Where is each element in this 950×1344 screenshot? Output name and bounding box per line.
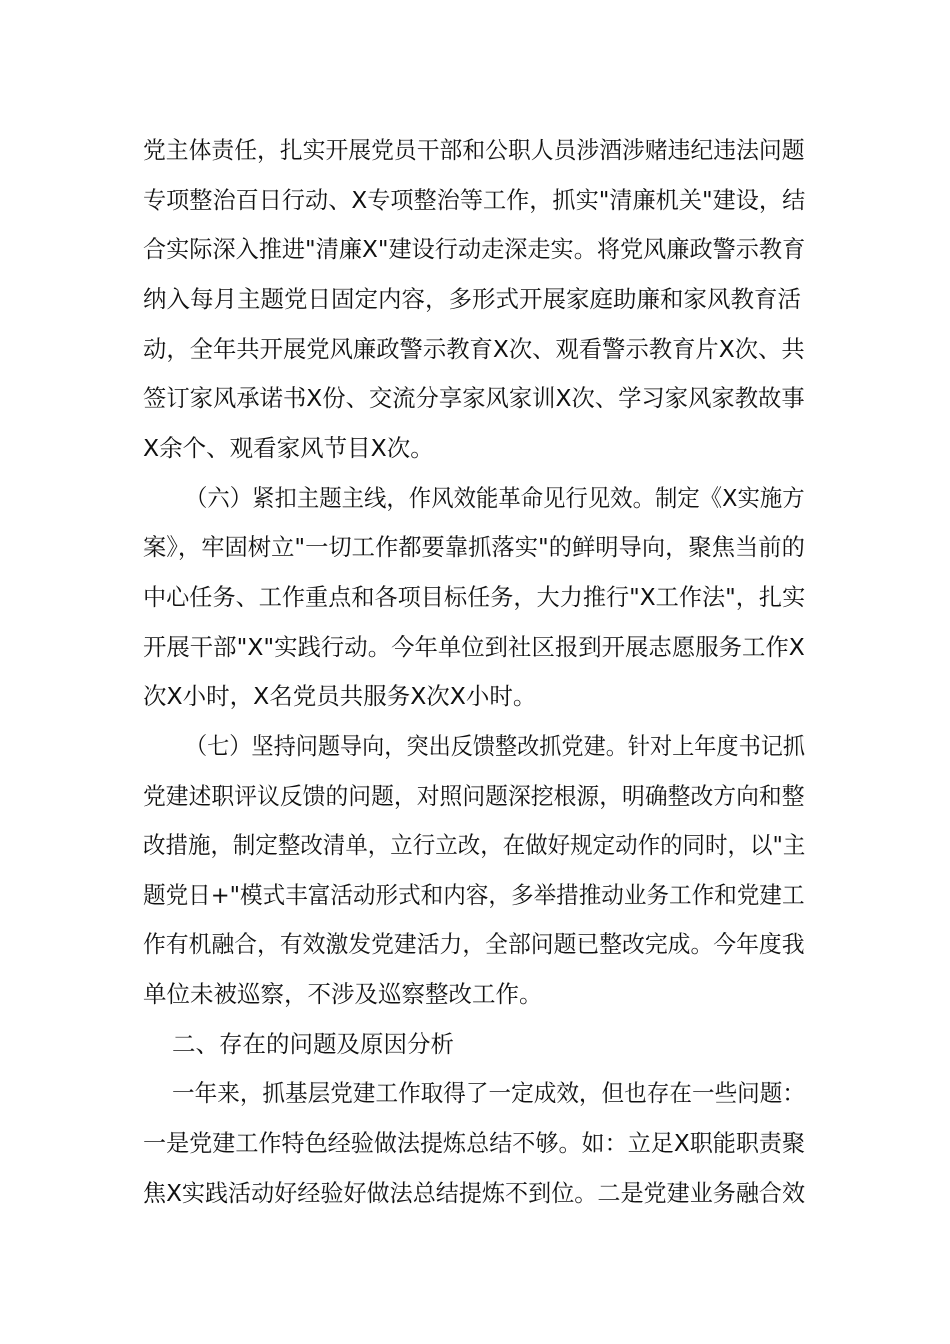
paragraph-start-line: （七）坚持问题导向，突出反馈整改抓党建。针对上年度书记抓: [185, 732, 805, 760]
text-line: 签订家风承诺书X份、交流分享家风家训X次、学习家风家教故事: [143, 384, 805, 412]
text-line: 一是党建工作特色经验做法提炼总结不够。如：立足X职能职责聚: [143, 1129, 806, 1157]
text-line: 单位未被巡察，不涉及巡察整改工作。: [143, 980, 543, 1008]
text-line: 开展干部"X"实践行动。今年单位到社区报到开展志愿服务工作X: [143, 633, 805, 661]
text-line: X余个、观看家风节目X次。: [143, 434, 434, 462]
text-line: 党建述职评议反馈的问题，对照问题深挖根源，明确整改方向和整: [143, 782, 805, 810]
text-line: 党主体责任，扎实开展党员干部和公职人员涉酒涉赌违纪违法问题: [143, 136, 805, 164]
text-line: 专项整治百日行动、X专项整治等工作，抓实"清廉机关"建设，结: [143, 186, 806, 214]
text-line: 次X小时，X名党员共服务X次X小时。: [143, 682, 537, 710]
text-line: 案》，牢固树立"一切工作都要靠抓落实"的鲜明导向，聚焦当前的: [143, 533, 805, 561]
text-line: 作有机融合，有效激发党建活力，全部问题已整改完成。今年度我: [143, 930, 805, 958]
text-line: 动，全年共开展党风廉政警示教育X次、观看警示教育片X次、共: [143, 335, 805, 363]
section-heading: 二、存在的问题及原因分析: [172, 1030, 454, 1058]
text-line: 改措施，制定整改清单，立行立改，在做好规定动作的同时，以"主: [143, 831, 806, 859]
paragraph-start-line: （六）紧扣主题主线，作风效能革命见行见效。制定《X实施方: [185, 484, 805, 512]
text-line: 合实际深入推进"清廉X"建设行动走深走实。将党风廉政警示教育: [143, 235, 806, 263]
text-line: 纳入每月主题党日固定内容，多形式开展家庭助廉和家风教育活: [143, 285, 801, 313]
text-line: 中心任务、工作重点和各项目标任务，大力推行"X工作法"，扎实: [143, 583, 806, 611]
text-line: 焦X实践活动好经验好做法总结提炼不到位。二是党建业务融合效: [143, 1179, 806, 1207]
text-line: 题党日+"模式丰富活动形式和内容，多举措推动业务工作和党建工: [143, 881, 805, 909]
paragraph-start-line: 一年来，抓基层党建工作取得了一定成效，但也存在一些问题：: [172, 1079, 805, 1107]
